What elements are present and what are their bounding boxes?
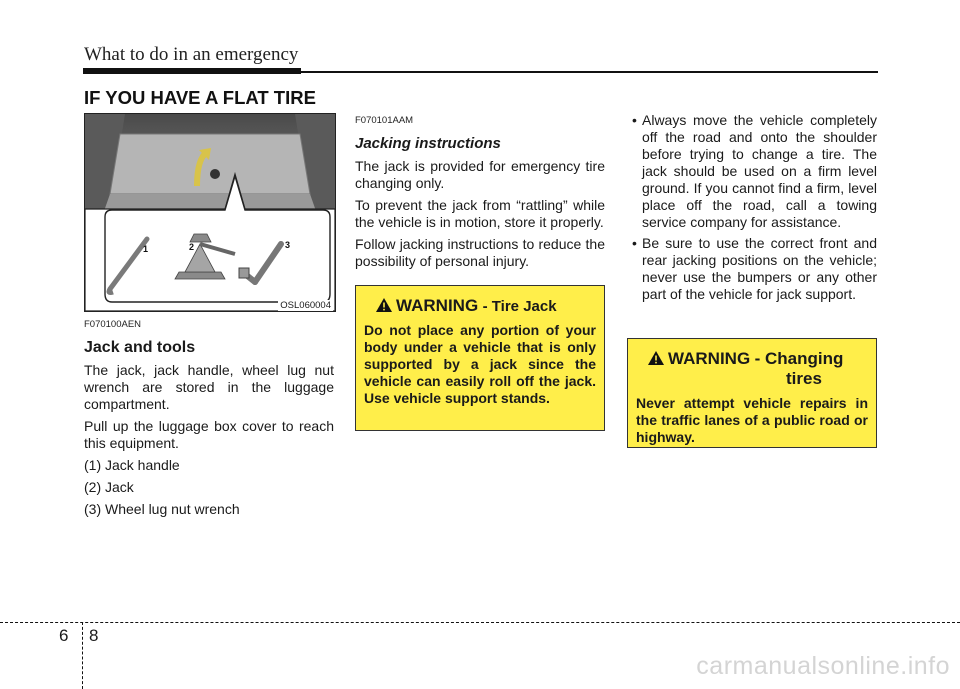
page-number: 8 xyxy=(89,626,99,645)
column-1 xyxy=(84,316,334,523)
footer-rule xyxy=(0,622,960,623)
figure-code: OSL060004 xyxy=(280,300,331,311)
footer-divider xyxy=(82,622,83,689)
list-item: (2) Jack xyxy=(84,479,134,495)
warning-body: Never attempt vehicle repairs in the traffic lanes of a public road or highway. xyxy=(636,395,868,445)
column-2 xyxy=(355,112,605,275)
callout-1: 1 xyxy=(143,244,149,254)
warning-box-changing-tires xyxy=(627,338,877,448)
warning-body: Do not place any portion of your body under a vehicle that is only supported by a jack since the vehicle can easily roll off the jack. Use vehicle support stands. xyxy=(364,322,596,406)
warning-title: WARNING xyxy=(396,296,479,315)
jack-tools-heading: Jack and tools xyxy=(84,339,196,356)
paragraph: The jack, jack handle, wheel lug nut wrench are stored in the luggage compartment. xyxy=(84,362,334,412)
section-code: F070100AEN xyxy=(84,319,142,330)
callout-2: 2 xyxy=(189,242,195,252)
paragraph: To prevent the jack from “rattling” while the vehicle is in motion, store it properly. xyxy=(355,197,605,230)
warning-subtitle: - Changing xyxy=(754,349,844,368)
warning-subtitle: - Tire Jack xyxy=(482,298,557,315)
watermark: carmanualsonline.info xyxy=(696,652,950,680)
bullet-item: • Always move the vehicle completely off the road and onto the shoulder before trying to change a tire. The jack should be used on a firm level ground. If you cannot find a firm, level place off the road, call a towing service company for assistance. xyxy=(627,112,877,231)
safety-bullets xyxy=(627,112,877,303)
callout-3: 3 xyxy=(285,240,291,250)
jack-tools-figure xyxy=(84,113,336,312)
warning-title: WARNING xyxy=(668,349,751,368)
warning-triangle-icon xyxy=(376,298,392,312)
warning-triangle-icon xyxy=(648,351,664,365)
bullet-item: • Be sure to use the correct front and rear jacking positions on the vehicle; never use the bumpers or any other part of the vehicle for jack support. xyxy=(627,235,877,303)
paragraph: Follow jacking instructions to reduce the possibility of personal injury. xyxy=(355,236,605,269)
jacking-instructions-heading: Jacking instructions xyxy=(355,135,501,152)
paragraph: Pull up the luggage box cover to reach this equipment. xyxy=(84,418,334,451)
column-3 xyxy=(627,112,877,307)
running-header-title: What to do in an emergency xyxy=(84,44,299,65)
header-rule-thin xyxy=(83,71,878,73)
list-item: (1) Jack handle xyxy=(84,457,180,473)
warning-box-tire-jack xyxy=(355,285,605,431)
warning-subtitle-cont: tires xyxy=(786,369,822,388)
chapter-number: 6 xyxy=(59,626,69,645)
list-item: (3) Wheel lug nut wrench xyxy=(84,501,240,517)
paragraph: The jack is provided for emergency tire changing only. xyxy=(355,158,605,191)
luggage-compartment-illustration xyxy=(85,114,335,311)
section-title: IF YOU HAVE A FLAT TIRE xyxy=(84,87,316,108)
section-code: F070101AAM xyxy=(355,115,414,126)
